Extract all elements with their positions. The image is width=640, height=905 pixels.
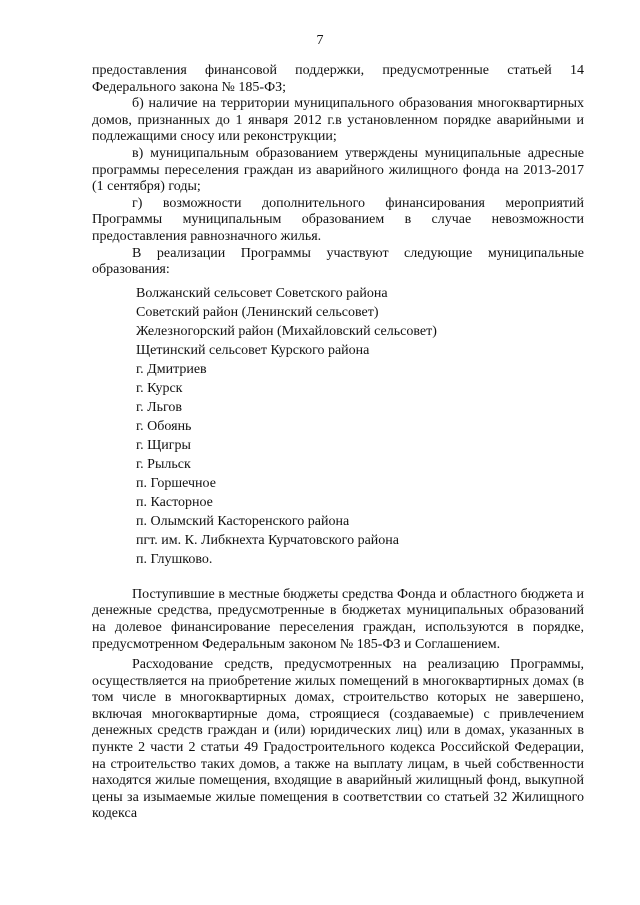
paragraph-item-g: г) возможности дополнительного финансирования мероприятий Программы муниципальным образованием в случае невозможности предоставления равнозначного жилья. (92, 195, 584, 244)
list-item: пгт. им. К. Либкнехта Курчатовского района (136, 532, 399, 548)
list-item: г. Обоянь (136, 418, 192, 434)
list-item: Щетинский сельсовет Курского района (136, 342, 370, 358)
list-item: Советский район (Ленинский сельсовет) (136, 304, 379, 320)
list-item: п. Касторное (136, 494, 213, 510)
document-body (92, 63, 584, 823)
list-item: г. Щигры (136, 437, 191, 453)
list-item: п. Глушково. (136, 551, 213, 567)
paragraph-item-v: в) муниципальным образованием утверждены муниципальные адресные программы переселения граждан из аварийного жилищного фонда на 2013-2017 (1 сентября) годы; (92, 145, 584, 195)
paragraph-participants-intro: В реализации Программы участвуют следующие муниципальные образования: (92, 245, 584, 278)
paragraph-budget-funds: Поступившие в местные бюджеты средства Фонда и областного бюджета и денежные средства, предусмотренные в бюджетах муниципальных образований на долевое финансирование переселения граждан, используются в порядке, предусмотренном Федеральным законом № 185-ФЗ и Соглашением. (92, 586, 584, 652)
list-item: г. Курск (136, 380, 183, 396)
list-item: г. Льгов (136, 399, 183, 415)
paragraph-item-b: б) наличие на территории муниципального образования многоквартирных домов, признанных до 1 января 2012 г.в установленном порядке аварийными и подлежащими сносу или реконструкции; (92, 96, 584, 145)
paragraph-financial-support: предоставления финансовой поддержки, предусмотренные статьей 14 Федерального закона № 185-ФЗ; (92, 63, 584, 95)
spacer (92, 569, 584, 587)
list-item: Волжанский сельсовет Советского района (136, 285, 388, 301)
participants-list (136, 284, 584, 569)
paragraph-spending: Расходование средств, предусмотренных на реализацию Программы, осуществляется на приобретение жилых помещений в многоквартирных домах (в том числе в многоквартирных домах, строительство которых не завершено, включая многоквартирные дома, строящиеся (создаваемые) с привлечением денежных средств граждан и (или) юридических лиц) или в домах, указанных в пункте 2 части 2 статьи 49 Градостроительного кодекса Российской Федерации, на строительство таких домов, а также на выплату лицам, в чьей собственности находятся жилые помещения, входящие в аварийный жилищный фонд, выкупной цены за изымаемые жилые помещения в соответствии со статьей 32 Жилищного кодекса (92, 657, 584, 822)
list-item: Железногорский район (Михайловский сельсовет) (136, 323, 437, 339)
list-item: п. Горшечное (136, 475, 216, 491)
list-item: п. Олымский Касторенского района (136, 513, 350, 529)
list-item: г. Дмитриев (136, 361, 207, 377)
list-item: г. Рыльск (136, 456, 191, 472)
page-number: 7 (316, 33, 324, 48)
